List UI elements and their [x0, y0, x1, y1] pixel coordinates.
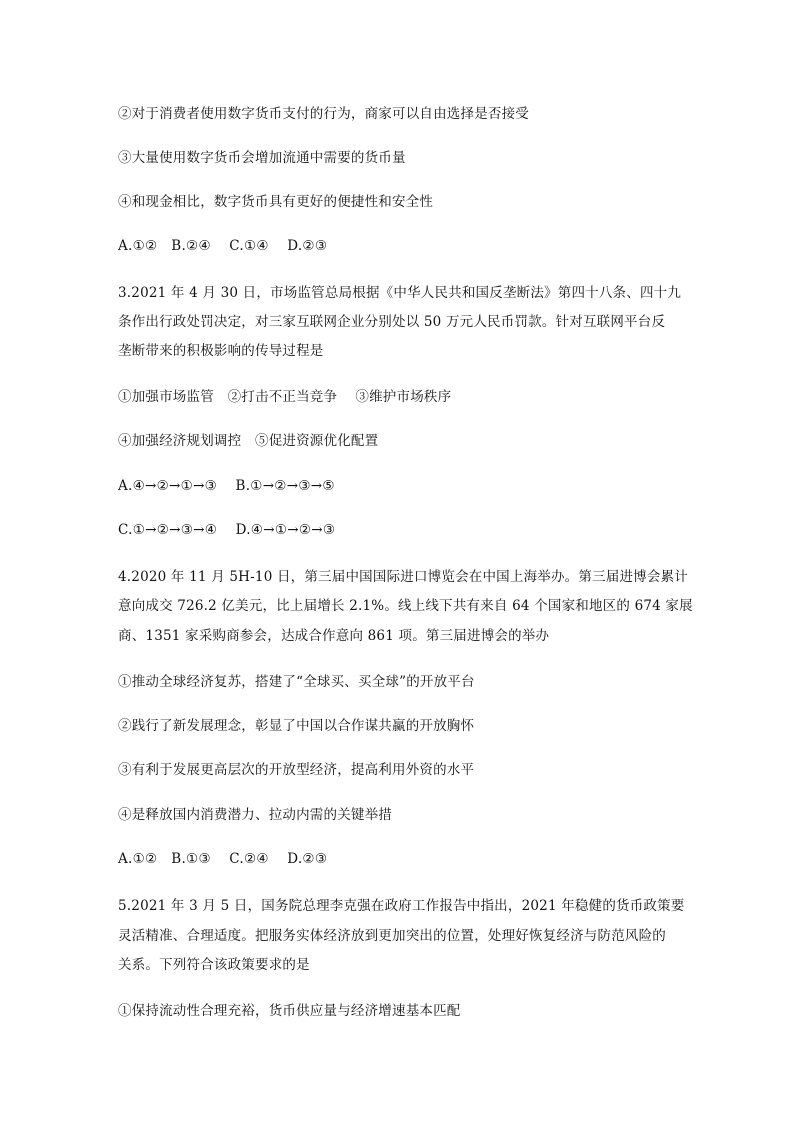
q4-item-2: ②践行了新发展理念，彰显了中国以合作谋共赢的开放胸怀: [118, 718, 475, 734]
q4-item-4: ④是释放国内消费潜力、拉动内需的关键举措: [118, 807, 392, 823]
q5-item-1: ①保持流动性合理充裕，货币供应量与经济增速基本匹配: [118, 1003, 461, 1019]
q3-items-line-2: ④加强经济规划调控 ⑤促进资源优化配置: [118, 433, 379, 449]
q3-stem-line-1: 3.2021 年 4 月 30 日，市场监管总局根据《中华人民共和国反垄断法》第四十八条、四十九: [118, 285, 682, 301]
q5-stem-line-1: 5.2021 年 3 月 5 日，国务院总理李克强在政府工作报告中指出，2021 年稳健的货币政策要: [118, 898, 685, 914]
q3-options-line-1: A.④→②→①→③ B.①→②→③→⑤: [118, 478, 335, 494]
q4-stem-line-2: 意向成交 726.2 亿美元，比上届增长 2.1%。线上线下共有来自 64 个国家和地区的 674 家展: [118, 598, 693, 614]
document-page: [118, 0, 693, 1123]
q2-item-3: ③大量使用数字货币会增加流通中需要的货币量: [118, 150, 406, 166]
q2-item-4: ④和现金相比，数字货币具有更好的便捷性和安全性: [118, 194, 434, 210]
q3-stem-line-2: 条作出行政处罚决定，对三家互联网企业分别处以 50 万元人民币罚款。针对互联网平台反: [118, 314, 666, 330]
q5-stem-line-3: 关系。下列符合该政策要求的是: [118, 957, 310, 973]
q2-item-2: ②对于消费者使用数字货币支付的行为，商家可以自由选择是否接受: [118, 106, 529, 122]
q3-options-line-2: C.①→②→③→④ D.④→①→②→③: [118, 522, 336, 538]
q4-stem-line-3: 商、1351 家采购商参会，达成合作意向 861 项。第三届进博会的举办: [118, 628, 550, 644]
q2-options: A.①② B.②④ C.①④ D.②③: [118, 238, 328, 254]
q4-item-3: ③有利于发展更高层次的开放型经济，提高利用外资的水平: [118, 762, 475, 778]
q4-options: A.①② B.①③ C.②④ D.②③: [118, 851, 328, 867]
q5-stem-line-2: 灵活精准、合理适度。把服务实体经济放到更加突出的位置，处理好恢复经济与防范风险的: [118, 928, 666, 944]
q3-stem-line-3: 垄断带来的积极影响的传导过程是: [118, 343, 324, 359]
q4-stem-line-1: 4.2020 年 11 月 5H-10 日，第三届中国国际进口博览会在中国上海举办。第三届进博会累计: [118, 569, 688, 585]
q3-items-line-1: ①加强市场监管 ②打击不正当竞争 ③维护市场秩序: [118, 389, 452, 405]
q4-item-1: ①推动全球经济复苏，搭建了“全球买、买全球”的开放平台: [118, 674, 475, 690]
